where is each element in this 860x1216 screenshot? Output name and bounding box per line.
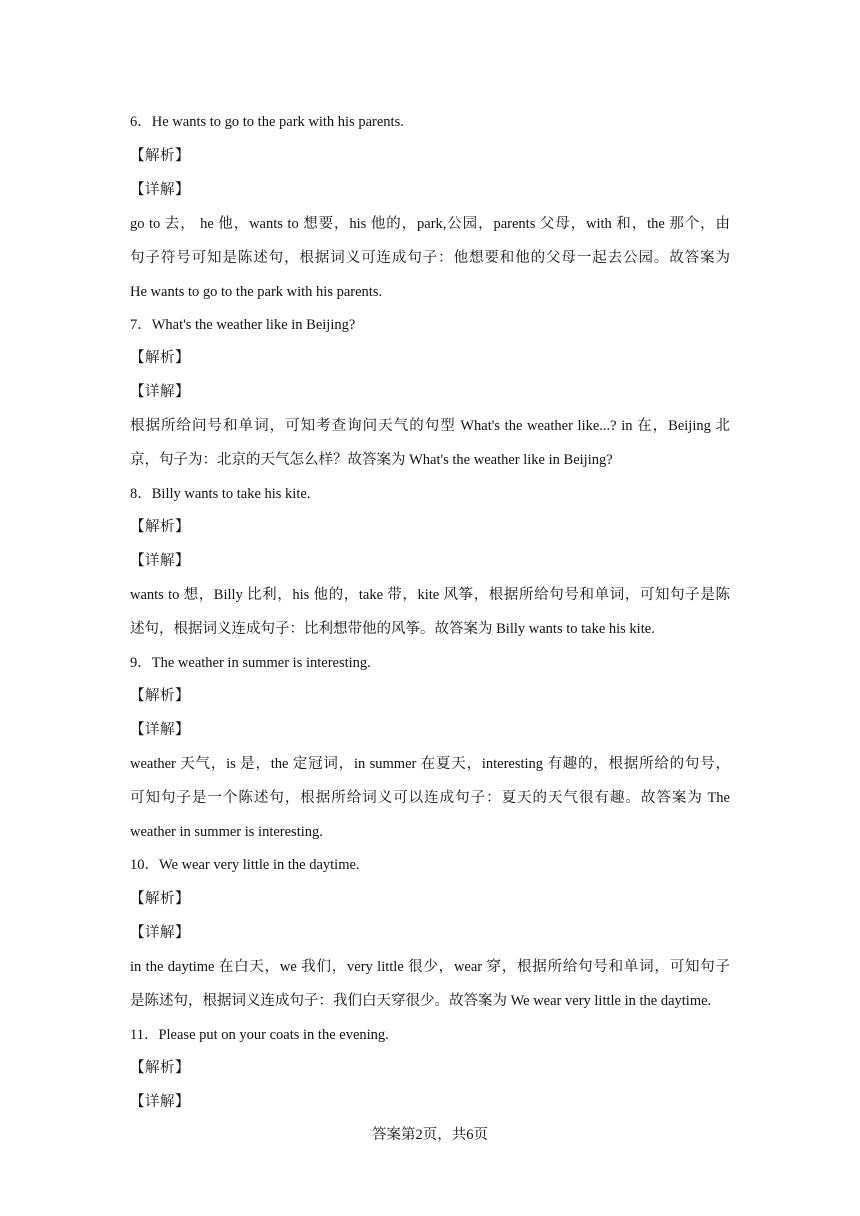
- question-9-title: 9．The weather in summer is interesting.: [130, 655, 371, 671]
- question-6-explanation-line-1: go to 去， he 他，wants to 想要，his 他的，park,公园，parents 父母，with 和，the 那个，由: [130, 216, 730, 232]
- question-9-explanation-line-2: 可知句子是一个陈述句，根据所给词义可以连成句子：夏天的天气很有趣。故答案为 The: [130, 790, 730, 806]
- question-9-explanation-line-1: weather 天气，is 是，the 定冠词，in summer 在夏天，interesting 有趣的，根据所给的句号，: [130, 756, 730, 772]
- question-8-xiangjie-label: 【详解】: [130, 553, 190, 569]
- question-9-jiexi-label: 【解析】: [130, 688, 190, 704]
- question-11-jiexi-label: 【解析】: [130, 1060, 190, 1076]
- question-8-jiexi-label: 【解析】: [130, 519, 190, 535]
- question-8-explanation-line-2: 述句，根据词义连成句子：比利想带他的风筝。故答案为 Billy wants to take his kite.: [130, 621, 655, 637]
- question-7-title: 7．What's the weather like in Beijing?: [130, 317, 356, 333]
- question-7-jiexi-label: 【解析】: [130, 350, 190, 366]
- question-7-explanation-line-1: 根据所给问号和单词，可知考查询问天气的句型 What's the weather like...? in 在，Beijing 北: [130, 418, 730, 434]
- question-6-jiexi-label: 【解析】: [130, 148, 190, 164]
- question-11-title: 11．Please put on your coats in the evening.: [130, 1027, 389, 1043]
- question-6-explanation-line-3: He wants to go to the park with his parents.: [130, 284, 383, 300]
- question-7-explanation-line-2: 京，句子为：北京的天气怎么样？故答案为 What's the weather like in Beijing?: [130, 452, 613, 468]
- question-10-title: 10．We wear very little in the daytime.: [130, 857, 360, 873]
- question-6-title: 6．He wants to go to the park with his parents.: [130, 114, 404, 130]
- question-6-xiangjie-label: 【详解】: [130, 182, 190, 198]
- question-9-explanation-line-3: weather in summer is interesting.: [130, 824, 323, 840]
- question-7-xiangjie-label: 【详解】: [130, 384, 190, 400]
- question-8-explanation-line-1: wants to 想，Billy 比利，his 他的，take 带，kite 风筝，根据所给句号和单词，可知句子是陈: [130, 587, 730, 603]
- question-6-explanation-line-2: 句子符号可知是陈述句，根据词义可连成句子：他想要和他的父母一起去公园。故答案为: [130, 250, 730, 266]
- page-footer: 答案第2页，共6页: [372, 1127, 488, 1143]
- question-10-jiexi-label: 【解析】: [130, 891, 190, 907]
- question-10-xiangjie-label: 【详解】: [130, 925, 190, 941]
- question-10-explanation-line-2: 是陈述句，根据词义连成句子：我们白天穿很少。故答案为 We wear very little in the daytime.: [130, 993, 712, 1009]
- question-9-xiangjie-label: 【详解】: [130, 722, 190, 738]
- question-11-xiangjie-label: 【详解】: [130, 1094, 190, 1110]
- question-10-explanation-line-1: in the daytime 在白天，we 我们，very little 很少，wear 穿，根据所给句号和单词，可知句子: [130, 959, 730, 975]
- question-8-title: 8．Billy wants to take his kite.: [130, 486, 311, 502]
